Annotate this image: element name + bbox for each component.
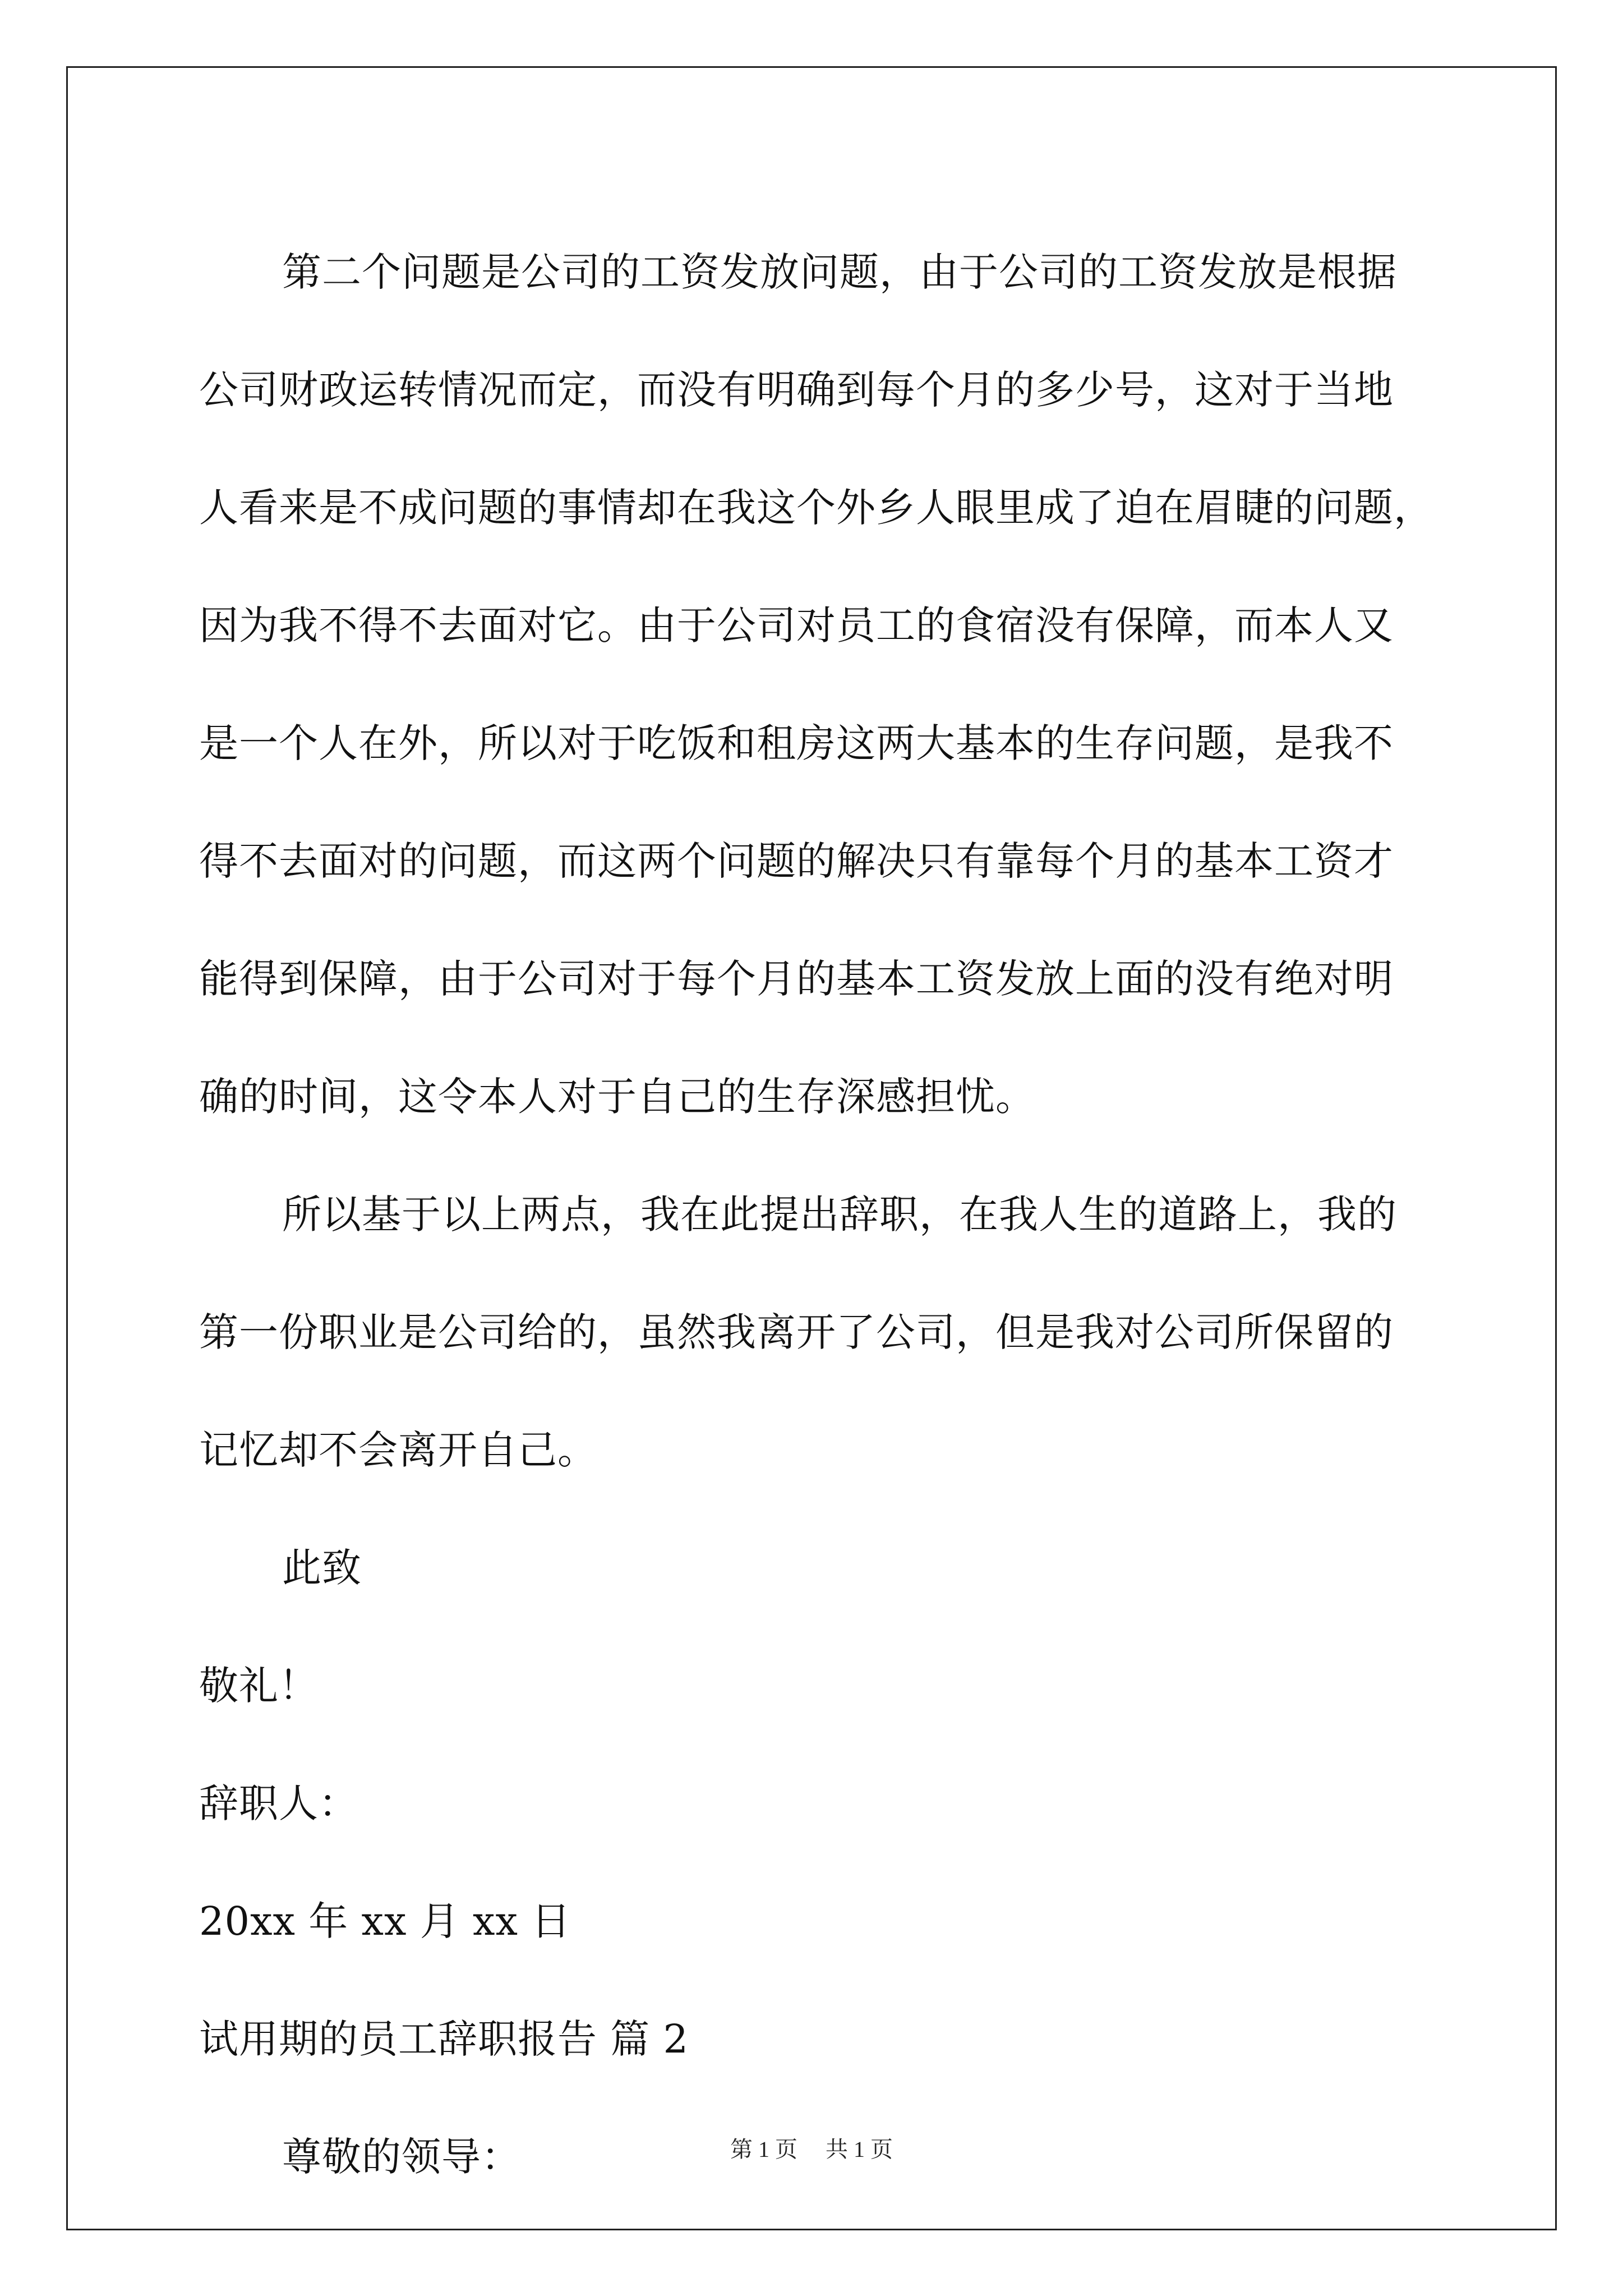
paragraph-line: 人看来是不成问题的事情却在我这个外乡人眼里成了迫在眉睫的问题， (199, 485, 1433, 531)
page-number: 第 1 页 (730, 2137, 797, 2162)
paragraph-line: 得不去面对的问题，而这两个问题的解决只有靠每个月的基本工资才 (199, 838, 1394, 884)
paragraph-line: 能得到保障，由于公司对于每个月的基本工资发放上面的没有绝对明 (199, 956, 1394, 1002)
page-total: 共 1 页 (826, 2137, 893, 2162)
paragraph-wage-issue (199, 213, 1433, 1156)
closing-text: 此致 (282, 1545, 362, 1591)
section-title: 试用期的员工辞职报告 篇 2 (199, 2016, 689, 2062)
paragraph-line: 第二个问题是公司的工资发放问题，由于公司的工资发放是根据 (282, 249, 1397, 295)
paragraph-line: 因为我不得不去面对它。由于公司对员工的食宿没有保障，而本人又 (199, 602, 1394, 648)
greeting-text: 尊敬的领导： (282, 2134, 521, 2180)
paragraph-line: 所以基于以上两点，我在此提出辞职，在我人生的道路上，我的 (282, 1191, 1397, 1237)
paragraph-line: 记忆却不会离开自己。 (199, 1427, 597, 1473)
paragraph-line: 确的时间，这令本人对于自己的生存深感担忧。 (199, 1074, 1035, 1120)
paragraph-line: 是一个人在外，所以对于吃饭和租房这两大基本的生存问题，是我不 (199, 720, 1394, 766)
signer-label: 辞职人： (199, 1780, 358, 1826)
document-body (199, 213, 1433, 2216)
paragraph-line: 公司财政运转情况而定，而没有明确到每个月的多少号，这对于当地 (199, 367, 1394, 413)
paragraph-resignation (199, 1156, 1433, 1509)
salute-text: 敬礼！ (199, 1663, 319, 1709)
paragraph-line: 第一份职业是公司给的，虽然我离开了公司，但是我对公司所保留的 (199, 1309, 1394, 1355)
page-footer (0, 2132, 1623, 2164)
date-line: 20xx 年 xx 月 xx 日 (199, 1898, 571, 1944)
